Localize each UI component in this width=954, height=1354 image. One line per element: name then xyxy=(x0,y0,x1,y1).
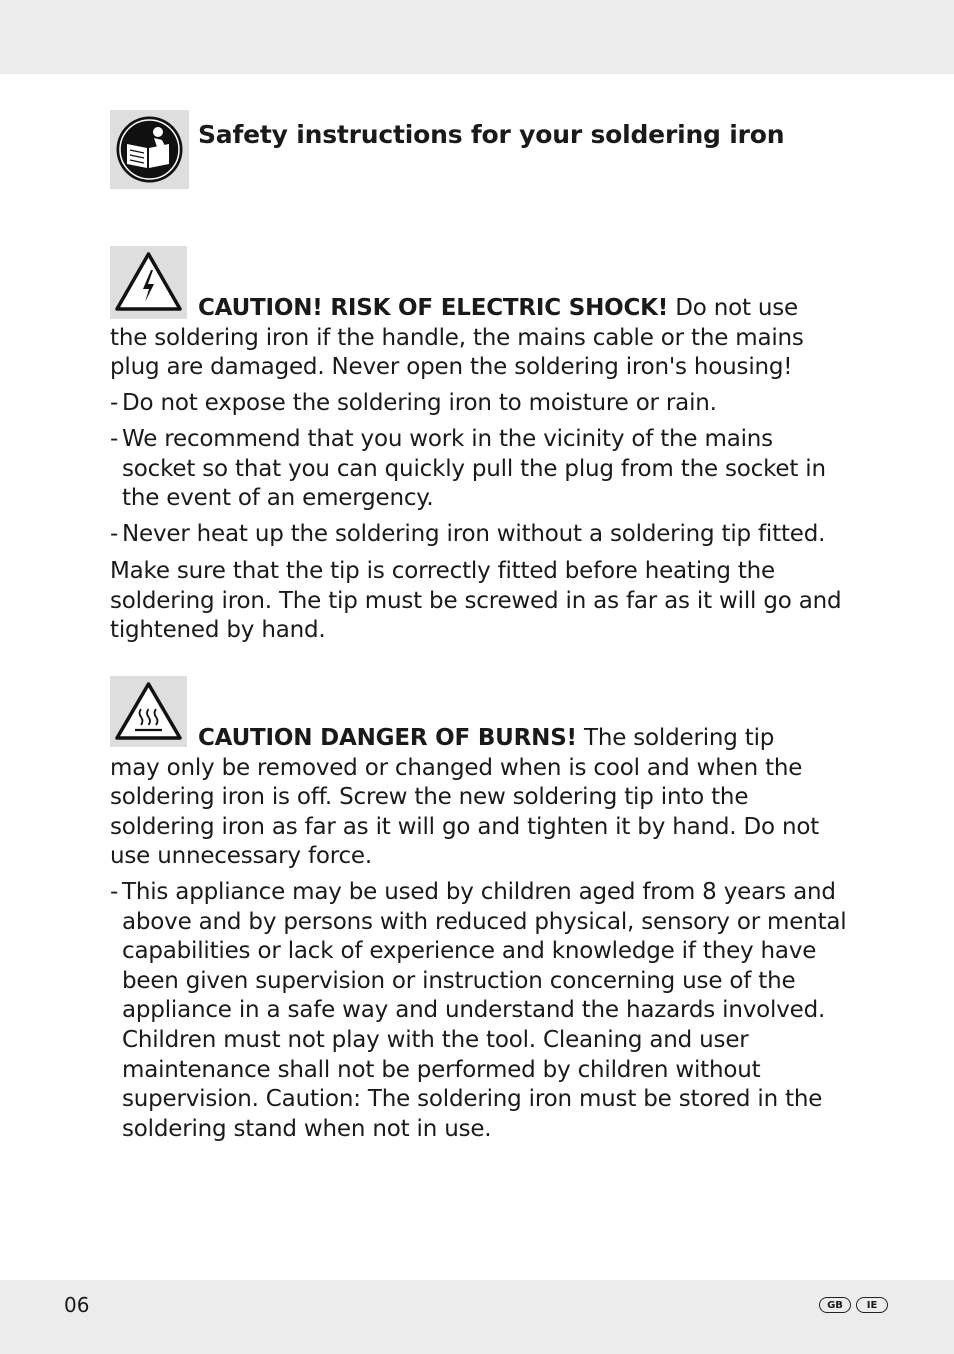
burns-caution: CAUTION DANGER OF BURNS! xyxy=(198,725,577,751)
list-item: - This appliance may be used by children aged from 8 years and above and by persons with reduced physical, sensory or mental capabilities or lack of experience and knowledge if they have been given supervision or instruction concerning use of the appliance in a safe way and understand the hazards involved. Children must not play with the tool. Cleaning and user maintenance shall not be performed by children without supervision. Caution: The soldering iron must be stored in the soldering stand when not in use. xyxy=(110,878,850,1144)
shock-line1: Do not use xyxy=(668,295,798,321)
footer-band xyxy=(0,1280,954,1354)
burns-list xyxy=(110,878,850,1151)
read-manual-icon xyxy=(110,110,189,189)
tip-paragraph: Make sure that the tip is correctly fitted before heating the soldering iron. The tip must be screwed in as far as it will go and tightened by hand. xyxy=(110,558,842,644)
language-badge-ie: IE xyxy=(856,1297,888,1313)
language-badge-gb: GB xyxy=(819,1297,851,1313)
header-band xyxy=(0,0,954,74)
burns-paragraph xyxy=(110,724,850,872)
shock-text: the soldering iron if the handle, the mains cable or the mains plug are damaged. Never open the soldering iron's housing! xyxy=(110,324,804,381)
page-title: Safety instructions for your soldering iron xyxy=(198,120,785,149)
list-item: - We recommend that you work in the vicinity of the mains socket so that you can quickly pull the plug from the socket in the event of an emergency. xyxy=(110,425,850,514)
burns-line1: The soldering tip xyxy=(576,725,775,751)
burns-text: may only be removed or changed when is cool and when the soldering iron is off. Screw the new soldering tip into the soldering iron as far as it will go and tighten it by hand. Do not use unnecessary force. xyxy=(110,754,820,870)
shock-list xyxy=(110,389,850,556)
list-item: - Never heat up the soldering iron without a soldering tip fitted. xyxy=(110,520,850,550)
shock-caution: CAUTION! RISK OF ELECTRIC SHOCK! xyxy=(198,295,669,321)
list-item: - Do not expose the soldering iron to moisture or rain. xyxy=(110,389,850,419)
shock-paragraph xyxy=(110,294,850,383)
page-number: 06 xyxy=(64,1293,90,1317)
